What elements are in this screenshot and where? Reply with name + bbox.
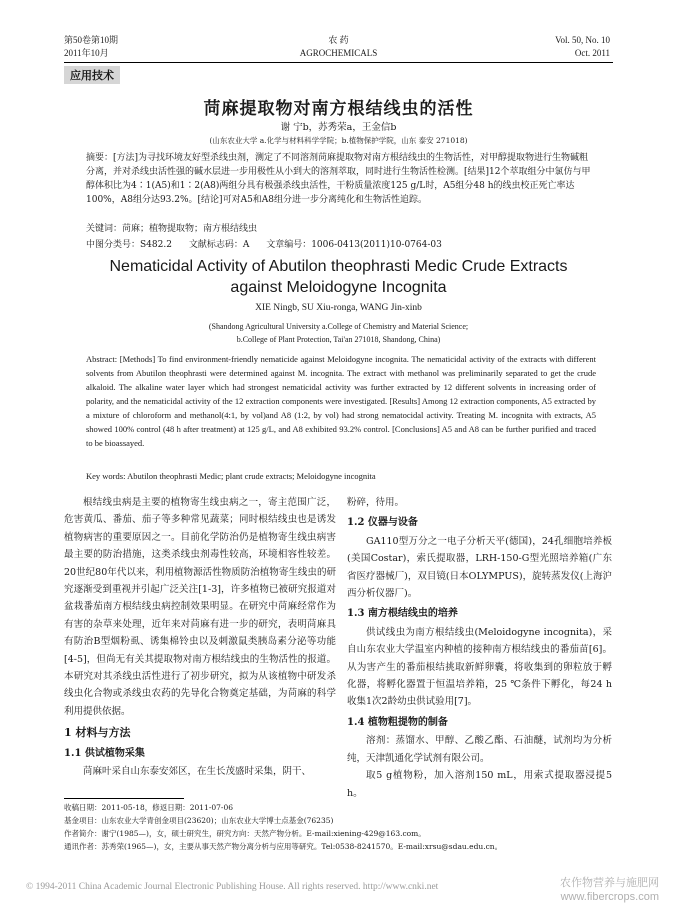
en-title — [0, 256, 677, 298]
cn-affiliation: (山东农业大学 a.化学与材料科学学院；b.植物保护学院，山东 泰安 271018) — [209, 136, 468, 145]
section-1-2-heading: 1.2 仪器与设备 — [347, 517, 418, 529]
section-1-1-paragraph: 苘麻叶采自山东泰安郊区，在生长茂盛时采集，阴干、 — [83, 766, 312, 778]
en-affiliation — [0, 320, 677, 346]
watermark-url: www.fibercrops.com — [560, 891, 659, 903]
en-abstract: Abstract: [Methods] To find environment-friendly nematicide against Meloidogyne incognita. The nematicidal activity of the extracts with different solvents from Abutilon theophrasti were determined against M. incognita. The extract with methanol was preliminarily separated to get the crude alkaloid. The alkaline water layer which had strongest nematicidal activity was further extracted by 12 different solvents in increasing order of polarity, and the nematicidal activity of the 12 extraction components were investigated. [Results] Among 12 extraction components, A5 extracted by a mixture of chloroform and methanol(4:1, by vol)and A8 (1:2, by vol) had strong nematocidal activity. Treating M. incognita with extracts, A5 showed 100% control (48 h after treatment) at 125 g/L, and A8 exhibited 93.2% control. [Conclusions] A5 and A8 can be further purified and traced to be bioassayed. — [86, 354, 596, 448]
body-left-column — [64, 494, 336, 781]
cn-meta-line — [86, 237, 456, 250]
date-en: Oct. 2011 — [574, 48, 610, 58]
footnotes — [64, 801, 624, 853]
footnote-received: 收稿日期：2011-05-18，修返日期：2011-07-06 — [64, 803, 233, 812]
watermark-cn: 农作物营养与施肥网 — [560, 877, 659, 889]
footer-copyright: © 1994-2011 China Academic Journal Electronic Publishing House. All rights reserved. http://www.cnki.net — [26, 882, 439, 892]
header-right — [555, 34, 610, 60]
footnote-author: 作者简介：谢宁(1985—)，女，硕士研究生，研究方向：天然产物分析。E-mail:xiening-429@163.com。 — [64, 829, 426, 838]
section-1-4-heading: 1.4 植物粗提物的制备 — [347, 716, 448, 728]
header-rule — [64, 62, 613, 63]
footnote-rule — [64, 798, 184, 799]
date-cn: 2011年10月 — [64, 48, 109, 58]
volume-en: Vol. 50, No. 10 — [555, 35, 610, 45]
en-title-line2: against Meloidogyne Incognita — [230, 279, 447, 296]
section-1-3-heading: 1.3 南方根结线虫的培养 — [347, 608, 458, 620]
article-number: 文章编号：1006-0413(2011)10-0764-03 — [266, 240, 442, 250]
en-affiliation-line1: (Shandong Agricultural University a.College of Chemistry and Material Science; — [208, 322, 469, 331]
journal-en: AGROCHEMICALS — [299, 48, 378, 58]
doc-code: 文献标志码：A — [188, 240, 250, 250]
en-title-line1: Nematicidal Activity of Abutilon theophrasti Medic Crude Extracts — [109, 258, 568, 275]
cn-authors: 谢 宁b，苏秀荣a，王金信b — [280, 122, 397, 133]
watermark — [560, 876, 659, 904]
journal-cn: 农 药 — [328, 35, 349, 45]
section-1-4-paragraph: 溶剂：蒸馏水、甲醇、乙酸乙酯、石油醚，试剂均为分析纯，天津凯通化学试剂有限公司。 — [347, 735, 612, 764]
section-1-3-paragraph: 供试线虫为南方根结线虫(Meloidogyne incognita)，采自山东农业大学温室内种植的接种南方根结线虫的番茄苗[6]。从为害产生的番茄根结挑取新鲜卵囊，将收集到的卵粒放于孵化器，将孵化器置于恒温培养箱，25 ℃条件下孵化，每24 h收集1次2龄幼虫供试验用[7]。 — [347, 626, 612, 708]
en-affiliation-line2: b.College of Plant Protection, Tai'an 271018, Shandong, China) — [236, 335, 441, 344]
section-1-heading: 1 材料与方法 — [64, 726, 131, 740]
en-authors: XIE Ningb, SU Xiu-ronga, WANG Jin-xinb — [255, 303, 422, 313]
cn-abstract: 摘要：[方法]为寻找环境友好型杀线虫剂，测定了不同溶剂苘麻提取物对南方根结线虫的生物活性，对甲醇提取物进行生物碱粗分离，并对杀线虫活性强的碱水层进一步用极性从小到大的溶剂萃取，同时进行生物活性检测。[结果]12个萃取组分中氯仿与甲醇体积比为4∶1(A5)和1∶2(A8)两组分具有极强杀线虫活性，干粉质量浓度125 g/L时，A5组分48 h的线虫校正死亡率达100%，A8组分达93.2%。[结论]可对A5和A8组分进一步分离纯化和生物活性追踪。 — [86, 153, 591, 205]
section-1-2-paragraph: GA110型万分之一电子分析天平(德国)，24孔细胞培养板(美国Costar)，索氏提取器，LRH-150-G型光照培养箱(广东省医疗器械厂)，双目镜(日本OLYMPUS)，旋转蒸发仪(上海沪西分析仪器厂)。 — [347, 535, 612, 600]
section-tag: 应用技术 — [64, 66, 120, 84]
volume-cn: 第50卷第10期 — [64, 35, 119, 45]
section-1-1-continued: 粉碎，待用。 — [347, 497, 405, 508]
section-1-1-heading: 1.1 供试植物采集 — [64, 747, 145, 759]
cn-title: 苘麻提取物对南方根结线虫的活性 — [203, 99, 474, 119]
clc-number: 中图分类号：S482.2 — [86, 240, 172, 250]
footnote-correspondence: 通讯作者：苏秀荣(1965—)，女，主要从事天然产物分离分析与应用等研究。Tel:0538-8241570。E-mail:xrsu@sdau.edu.cn。 — [64, 842, 503, 851]
en-keywords: Key words: Abutilon theophrasti Medic; plant crude extracts; Meloidogyne incognita — [86, 471, 376, 481]
section-1-4-paragraph-2: 取5 g植物粉，加入溶剂150 mL，用索式提取器浸提5 h。 — [347, 770, 612, 799]
cn-keywords: 关键词：苘麻；植物提取物；南方根结线虫 — [86, 224, 258, 234]
footnote-funding: 基金项目：山东农业大学青创金项目(23620)；山东农业大学博士点基金(76235) — [64, 816, 334, 825]
body-right-column — [347, 494, 612, 802]
intro-paragraph: 根结线虫病是主要的植物寄生线虫病之一，寄主范围广泛，危害黄瓜、番茄、茄子等多种常见蔬菜；同时根结线虫也是诱发植物病害的重要原因之一。目前化学防治仍是植物寄生线虫病害最主要的防治措施，这类杀线虫剂毒性较高，环境相容性较差。20世纪80年代以来，利用植物源活性物质防治植物寄生线虫的研究逐渐受到重视并引起广泛关注[1-3]，许多植物已被研究报道对盆栽番茄南方根结线虫病控制效果明显。在研究中苘麻经常作为有害的杂草来处理，近年来对苘麻有进一步的研究，表明苘麻具有防治B型烟粉虱、诱集棉铃虫以及刺激鼠类胰岛素分泌等功能[4-5]，但尚无有关其提取物对南方根结线虫的生物活性的报道。本研究对其杀线虫活性进行了初步研究，拟为从该植物中研发杀线虫化合物或杀线虫农药的先导化合物奠定基础，为苘麻的科学利用提供依据。 — [64, 497, 336, 717]
